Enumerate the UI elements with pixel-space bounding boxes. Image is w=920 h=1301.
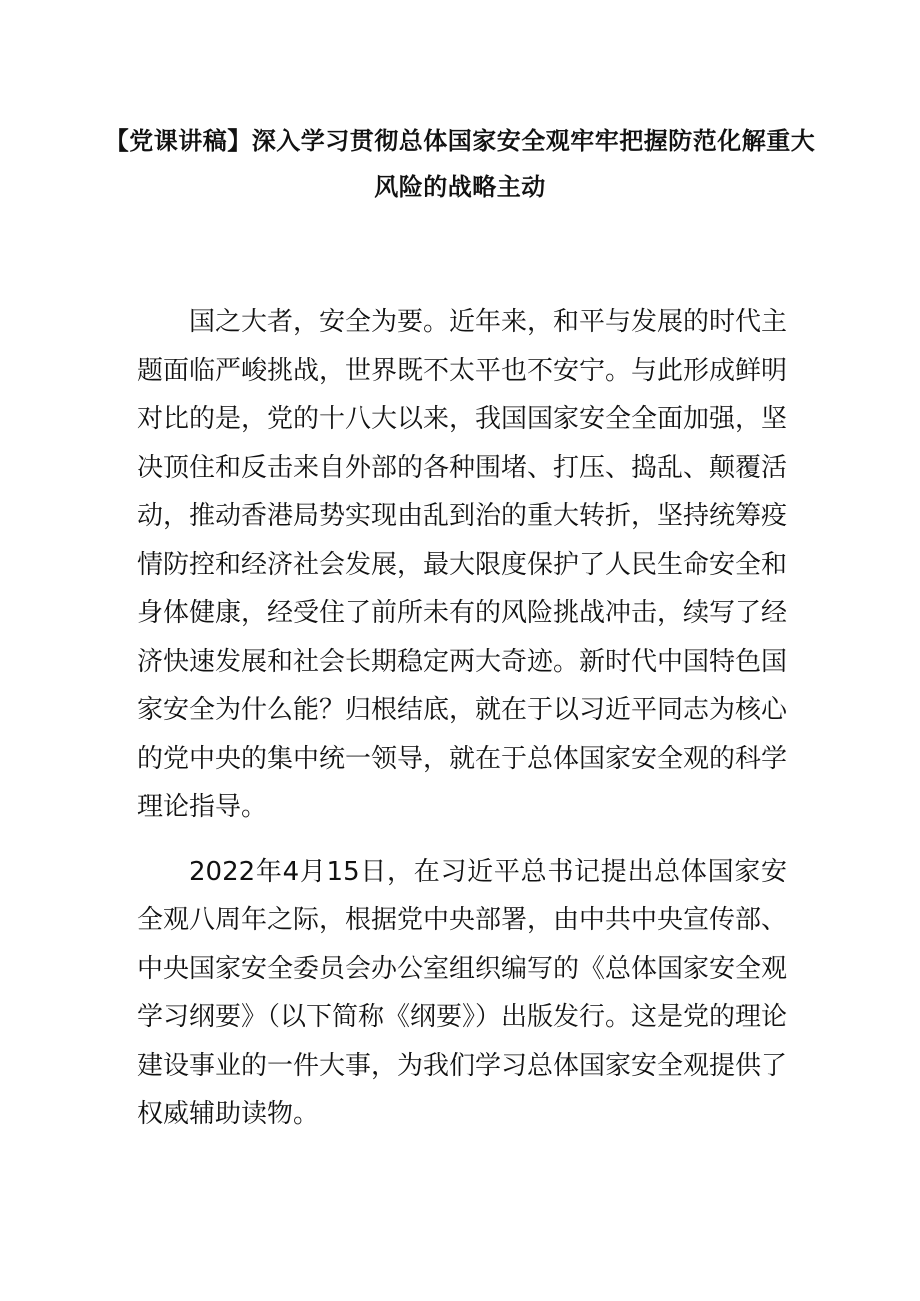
document-body [137,298,787,1155]
paragraph-1: 国之大者，安全为要。近年来，和平与发展的时代主题面临严峻挑战，世界既不太平也不安宁。与此形成鲜明对比的是，党的十八大以来，我国国家安全全面加强，坚决顶住和反击来自外部的各种围堵、打压、捣乱、颠覆活动，推动香港局势实现由乱到治的重大转折，坚持统筹疫情防控和经济社会发展，最大限度保护了人民生命安全和身体健康，经受住了前所未有的风险挑战冲击，续写了经济快速发展和社会长期稳定两大奇迹。新时代中国特色国家安全为什么能？归根结底，就在于以习近平同志为核心的党中央的集中统一领导，就在于总体国家安全观的科学理论指导。 [137,307,788,822]
paragraph-2: 2022年4月15日，在习近平总书记提出总体国家安全观八周年之际，根据党中央部署，由中共中央宣传部、中央国家安全委员会办公室组织编写的《总体国家安全观学习纲要》（以下简称《纲要》）出版发行。这是党的理论建设事业的一件大事，为我们学习总体国家安全观提供了权威辅助读物。 [137,856,788,1129]
document-title: 【党课讲稿】深入学习贯彻总体国家安全观牢牢把握防范化解重大风险的战略主动 [104,127,816,201]
